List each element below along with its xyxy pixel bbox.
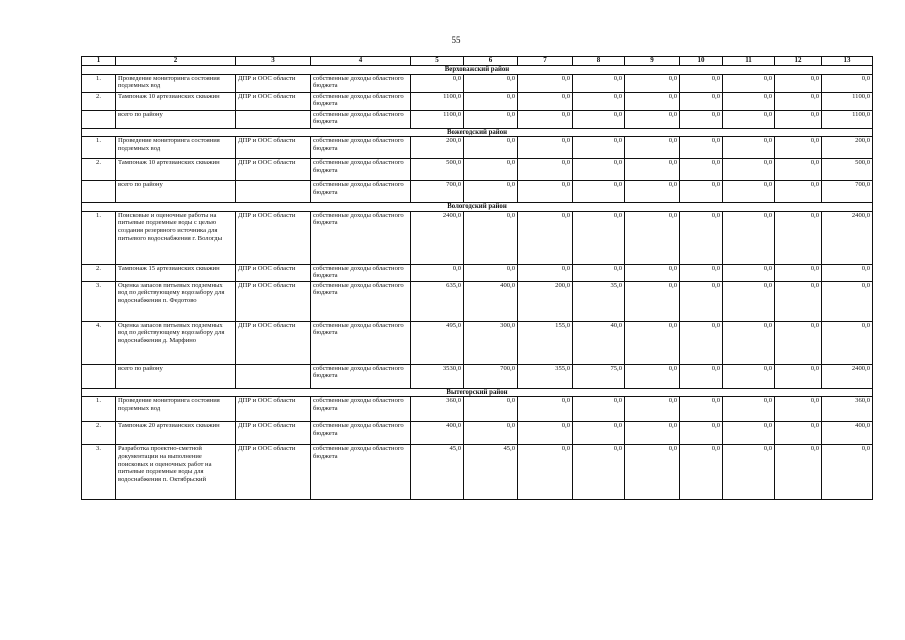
amount-cell: 155,0: [518, 321, 573, 364]
activity-description: Тампонаж 20 артезианских скважин: [116, 422, 236, 445]
district-name: Вытегорский район: [82, 388, 873, 397]
executor: ДПР и ООС области: [236, 211, 311, 264]
activity-description: Тампонаж 10 артезианских скважин: [116, 159, 236, 181]
row-number: [82, 110, 116, 128]
column-header: 13: [822, 57, 873, 66]
amount-cell: 0,0: [573, 110, 625, 128]
amount-cell: 0,0: [573, 211, 625, 264]
amount-cell: 0,0: [723, 181, 775, 203]
amount-cell: 360,0: [411, 397, 464, 422]
amount-cell: 0,0: [775, 422, 822, 445]
column-header: 11: [723, 57, 775, 66]
executor: ДПР и ООС области: [236, 445, 311, 500]
row-number: 2.: [82, 92, 116, 110]
amount-cell: 0,0: [518, 110, 573, 128]
district-name: Верховажский район: [82, 66, 873, 75]
executor: ДПР и ООС области: [236, 159, 311, 181]
table-row: [82, 74, 873, 92]
row-number: 2.: [82, 159, 116, 181]
amount-cell: 0,0: [464, 159, 518, 181]
funding-source: собственные доходы областного бюджета: [311, 110, 411, 128]
row-number: 4.: [82, 321, 116, 364]
amount-cell: 0,0: [723, 110, 775, 128]
amount-cell: 0,0: [464, 264, 518, 281]
amount-cell: 0,0: [625, 422, 680, 445]
amount-cell: 0,0: [518, 264, 573, 281]
amount-cell: 355,0: [518, 364, 573, 388]
amount-cell: 0,0: [680, 159, 723, 181]
amount-cell: 0,0: [518, 422, 573, 445]
amount-cell: 0,0: [775, 181, 822, 203]
funding-source: собственные доходы областного бюджета: [311, 264, 411, 281]
row-number: 1.: [82, 137, 116, 159]
amount-cell: 35,0: [573, 281, 625, 321]
amount-cell: 0,0: [680, 74, 723, 92]
column-header: 5: [411, 57, 464, 66]
amount-cell: 0,0: [573, 397, 625, 422]
amount-cell: 0,0: [625, 364, 680, 388]
amount-cell: 0,0: [775, 211, 822, 264]
activity-description: Тампонаж 15 артезианских скважин: [116, 264, 236, 281]
table-row: [82, 159, 873, 181]
activity-description: всего по району: [116, 110, 236, 128]
column-header: 3: [236, 57, 311, 66]
row-number: [82, 364, 116, 388]
activity-description: Оценка запасов питьевых подземных вод по действующему водозабору для водоснабжения д. Марфино: [116, 321, 236, 364]
amount-cell: 200,0: [518, 281, 573, 321]
amount-cell: 300,0: [464, 321, 518, 364]
funding-source: собственные доходы областного бюджета: [311, 137, 411, 159]
executor: ДПР и ООС области: [236, 137, 311, 159]
amount-cell: 0,0: [625, 264, 680, 281]
activity-description: Проведение мониторинга состояния подземных вод: [116, 397, 236, 422]
amount-cell: 2400,0: [822, 364, 873, 388]
executor: ДПР и ООС области: [236, 264, 311, 281]
amount-cell: 0,0: [723, 445, 775, 500]
executor: ДПР и ООС области: [236, 321, 311, 364]
amount-cell: 0,0: [625, 211, 680, 264]
amount-cell: 0,0: [723, 264, 775, 281]
amount-cell: 1100,0: [411, 110, 464, 128]
funding-source: собственные доходы областного бюджета: [311, 159, 411, 181]
amount-cell: 1100,0: [411, 92, 464, 110]
activity-description: Тампонаж 10 артезианских скважин: [116, 92, 236, 110]
amount-cell: 0,0: [723, 137, 775, 159]
amount-cell: 0,0: [680, 110, 723, 128]
amount-cell: 0,0: [723, 397, 775, 422]
amount-cell: 45,0: [411, 445, 464, 500]
amount-cell: 0,0: [625, 181, 680, 203]
amount-cell: 0,0: [573, 445, 625, 500]
amount-cell: 0,0: [518, 137, 573, 159]
amount-cell: 0,0: [775, 397, 822, 422]
funding-source: собственные доходы областного бюджета: [311, 422, 411, 445]
amount-cell: 200,0: [822, 137, 873, 159]
amount-cell: 500,0: [411, 159, 464, 181]
column-header: 10: [680, 57, 723, 66]
amount-cell: 0,0: [464, 211, 518, 264]
amount-cell: 0,0: [625, 159, 680, 181]
district-name: Вожегодский район: [82, 128, 873, 137]
row-number: 3.: [82, 281, 116, 321]
amount-cell: 0,0: [680, 137, 723, 159]
executor: ДПР и ООС области: [236, 92, 311, 110]
page-number: 55: [451, 35, 461, 45]
amount-cell: 40,0: [573, 321, 625, 364]
amount-cell: 0,0: [680, 211, 723, 264]
amount-cell: 0,0: [775, 159, 822, 181]
amount-cell: 0,0: [680, 181, 723, 203]
funding-source: собственные доходы областного бюджета: [311, 181, 411, 203]
amount-cell: 0,0: [464, 397, 518, 422]
row-number: 2.: [82, 264, 116, 281]
amount-cell: 0,0: [775, 281, 822, 321]
amount-cell: 0,0: [625, 74, 680, 92]
amount-cell: 0,0: [680, 422, 723, 445]
activity-description: Проведение мониторинга состояния подземных вод: [116, 74, 236, 92]
amount-cell: 0,0: [775, 364, 822, 388]
amount-cell: 0,0: [822, 281, 873, 321]
funding-source: собственные доходы областного бюджета: [311, 92, 411, 110]
funding-source: собственные доходы областного бюджета: [311, 364, 411, 388]
amount-cell: 0,0: [680, 264, 723, 281]
row-number: 3.: [82, 445, 116, 500]
amount-cell: 0,0: [723, 281, 775, 321]
activity-description: Оценка запасов питьевых подземных вод по действующему водозабору для водоснабжения п. Федотово: [116, 281, 236, 321]
amount-cell: 0,0: [464, 137, 518, 159]
funding-source: собственные доходы областного бюджета: [311, 281, 411, 321]
amount-cell: 0,0: [680, 281, 723, 321]
amount-cell: 0,0: [775, 74, 822, 92]
column-header: 9: [625, 57, 680, 66]
amount-cell: 0,0: [518, 211, 573, 264]
amount-cell: 1100,0: [822, 110, 873, 128]
amount-cell: 75,0: [573, 364, 625, 388]
amount-cell: 0,0: [573, 181, 625, 203]
amount-cell: 0,0: [822, 264, 873, 281]
amount-cell: 0,0: [518, 92, 573, 110]
amount-cell: 200,0: [411, 137, 464, 159]
amount-cell: 635,0: [411, 281, 464, 321]
amount-cell: 2400,0: [822, 211, 873, 264]
amount-cell: 700,0: [411, 181, 464, 203]
column-header: 12: [775, 57, 822, 66]
amount-cell: 1100,0: [822, 92, 873, 110]
row-number: [82, 181, 116, 203]
table-row: [82, 110, 873, 128]
amount-cell: 400,0: [464, 281, 518, 321]
district-name: Вологодский район: [82, 203, 873, 212]
amount-cell: 0,0: [723, 422, 775, 445]
activity-description: Проведение мониторинга состояния подземных вод: [116, 137, 236, 159]
amount-cell: 0,0: [775, 321, 822, 364]
amount-cell: 700,0: [464, 364, 518, 388]
amount-cell: 45,0: [464, 445, 518, 500]
table-row: [82, 445, 873, 500]
funding-source: собственные доходы областного бюджета: [311, 74, 411, 92]
executor: [236, 110, 311, 128]
amount-cell: 0,0: [822, 445, 873, 500]
column-header: 4: [311, 57, 411, 66]
amount-cell: 0,0: [822, 74, 873, 92]
amount-cell: 0,0: [464, 110, 518, 128]
amount-cell: 0,0: [775, 110, 822, 128]
amount-cell: 0,0: [573, 92, 625, 110]
district-row: [82, 203, 873, 212]
amount-cell: 0,0: [723, 74, 775, 92]
funding-source: собственные доходы областного бюджета: [311, 397, 411, 422]
amount-cell: 0,0: [625, 92, 680, 110]
amount-cell: 0,0: [680, 92, 723, 110]
activity-description: всего по району: [116, 364, 236, 388]
amount-cell: 0,0: [518, 397, 573, 422]
activity-description: Разработка проектно-сметной документации на выполнение поисковых и оценочных работ на питьевые подземные воды для водоснабжения п. Октябрьский: [116, 445, 236, 500]
executor: [236, 181, 311, 203]
amount-cell: 0,0: [625, 321, 680, 364]
table-row: [82, 281, 873, 321]
executor: ДПР и ООС области: [236, 281, 311, 321]
row-number: 1.: [82, 211, 116, 264]
table-row: [82, 397, 873, 422]
executor: [236, 364, 311, 388]
funding-source: собственные доходы областного бюджета: [311, 211, 411, 264]
district-row: [82, 388, 873, 397]
column-header: 6: [464, 57, 518, 66]
table-row: [82, 137, 873, 159]
funding-source: собственные доходы областного бюджета: [311, 445, 411, 500]
amount-cell: 0,0: [775, 92, 822, 110]
table-row: [82, 211, 873, 264]
amount-cell: 0,0: [822, 321, 873, 364]
amount-cell: 2400,0: [411, 211, 464, 264]
row-number: 2.: [82, 422, 116, 445]
district-row: [82, 66, 873, 75]
amount-cell: 0,0: [573, 137, 625, 159]
row-number: 1.: [82, 74, 116, 92]
table-row: [82, 321, 873, 364]
amount-cell: 0,0: [518, 181, 573, 203]
amount-cell: 3530,0: [411, 364, 464, 388]
column-header: 8: [573, 57, 625, 66]
amount-cell: 0,0: [625, 445, 680, 500]
amount-cell: 0,0: [464, 74, 518, 92]
column-header: 7: [518, 57, 573, 66]
table-row: [82, 264, 873, 281]
amount-cell: 400,0: [822, 422, 873, 445]
amount-cell: 0,0: [518, 159, 573, 181]
amount-cell: 360,0: [822, 397, 873, 422]
amount-cell: 0,0: [680, 397, 723, 422]
activity-description: всего по району: [116, 181, 236, 203]
amount-cell: 700,0: [822, 181, 873, 203]
amount-cell: 0,0: [775, 264, 822, 281]
amount-cell: 400,0: [411, 422, 464, 445]
table-row: [82, 422, 873, 445]
amount-cell: 0,0: [680, 445, 723, 500]
amount-cell: 0,0: [464, 181, 518, 203]
amount-cell: 500,0: [822, 159, 873, 181]
amount-cell: 0,0: [573, 74, 625, 92]
amount-cell: 0,0: [723, 364, 775, 388]
amount-cell: 0,0: [411, 74, 464, 92]
amount-cell: 0,0: [518, 74, 573, 92]
amount-cell: 0,0: [625, 397, 680, 422]
amount-cell: 495,0: [411, 321, 464, 364]
executor: ДПР и ООС области: [236, 74, 311, 92]
column-header: 1: [82, 57, 116, 66]
amount-cell: 0,0: [775, 445, 822, 500]
amount-cell: 0,0: [464, 422, 518, 445]
amount-cell: 0,0: [518, 445, 573, 500]
activity-description: Поисковые и оценочные работы на питьевые подземные воды с целью создания резервного источника для питьевого водоснабжения г. Вологды: [116, 211, 236, 264]
amount-cell: 0,0: [625, 137, 680, 159]
amount-cell: 0,0: [723, 211, 775, 264]
amount-cell: 0,0: [723, 159, 775, 181]
table-row: [82, 364, 873, 388]
amount-cell: 0,0: [680, 364, 723, 388]
header-row: [82, 57, 873, 66]
district-row: [82, 128, 873, 137]
executor: ДПР и ООС области: [236, 397, 311, 422]
amount-cell: 0,0: [723, 92, 775, 110]
table-row: [82, 92, 873, 110]
amount-cell: 0,0: [680, 321, 723, 364]
amount-cell: 0,0: [573, 422, 625, 445]
table-row: [82, 181, 873, 203]
row-number: 1.: [82, 397, 116, 422]
amount-cell: 0,0: [573, 159, 625, 181]
column-header: 2: [116, 57, 236, 66]
amount-cell: 0,0: [723, 321, 775, 364]
amount-cell: 0,0: [625, 281, 680, 321]
amount-cell: 0,0: [411, 264, 464, 281]
amount-cell: 0,0: [573, 264, 625, 281]
program-table: [81, 56, 873, 500]
amount-cell: 0,0: [775, 137, 822, 159]
funding-source: собственные доходы областного бюджета: [311, 321, 411, 364]
amount-cell: 0,0: [464, 92, 518, 110]
amount-cell: 0,0: [625, 110, 680, 128]
executor: ДПР и ООС области: [236, 422, 311, 445]
